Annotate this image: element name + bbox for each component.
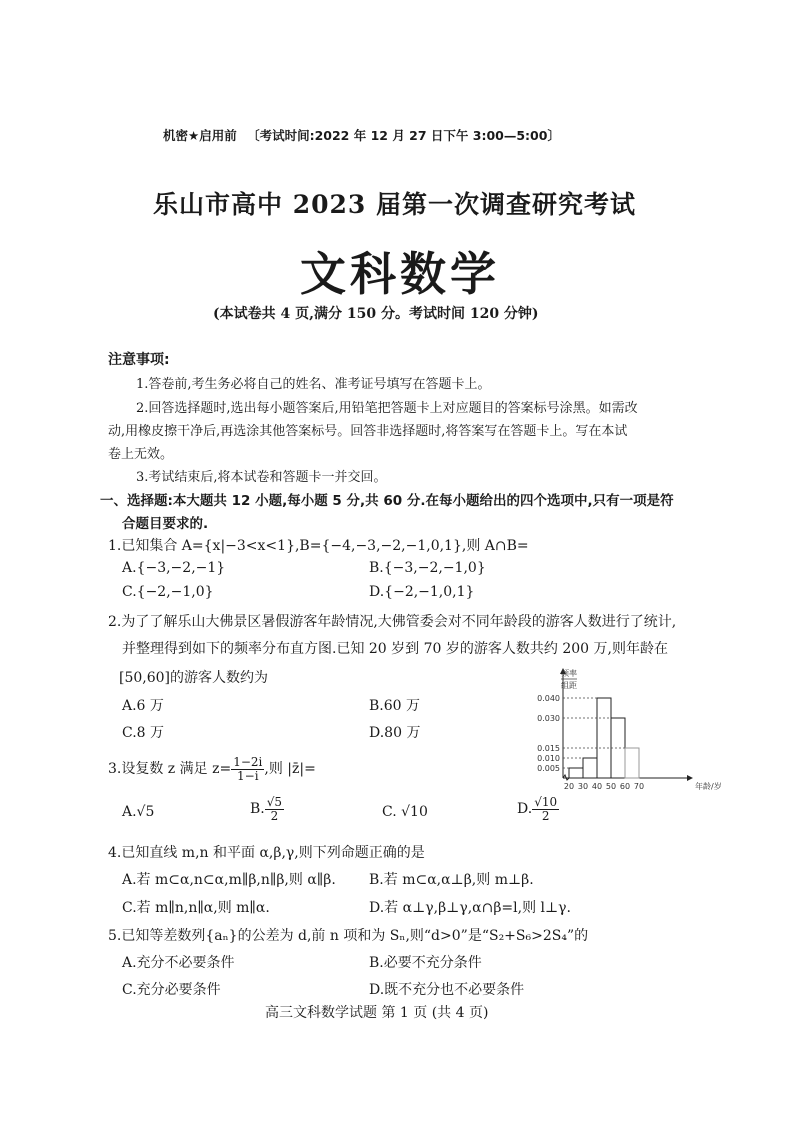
q3-option-b-label: B. (250, 801, 265, 818)
note-item-2-line-2: 动,用橡皮擦干净后,再选涂其他答案标号。回答非选择题时,将答案写在答题卡上。写在本试 (108, 424, 628, 439)
bar-[30,40) (583, 758, 597, 778)
q3-frac-num: 1−2i (233, 755, 263, 769)
q3-stem-pre: 3.设复数 z 满足 z= (108, 761, 232, 778)
y-tick-label: 0.040 (537, 694, 560, 703)
q3-option-c: C. √10 (382, 804, 428, 820)
note-item-1: 1.答卷前,考生务必将自己的姓名、准考证号填写在答题卡上。 (136, 377, 491, 392)
y-tick-label: 0.030 (537, 714, 560, 723)
q3-option-d (517, 796, 559, 822)
frequency-histogram (515, 668, 722, 798)
q2-option-c: C.8 万 (122, 725, 165, 741)
x-tick-label: 30 (577, 782, 589, 791)
q2-line-1: 2.为了了解乐山大佛景区暑假游客年龄情况,大佛管委会对不同年龄段的游客人数进行了统计, (108, 614, 677, 630)
q4-option-d: D.若 α⊥γ,β⊥γ,α∩β=l,则 l⊥γ. (369, 900, 571, 916)
note-item-2-line-1: 2.回答选择题时,选出每小题答案后,用铅笔把答题卡上对应题目的答案标号涂黑。如需改 (136, 401, 638, 416)
q3-frac-den: 1−i (237, 768, 259, 783)
y-tick-label: 0.010 (537, 754, 560, 763)
bar-[50,60) (611, 718, 625, 778)
q3-option-b-num: √5 (266, 795, 283, 809)
histogram-layer (537, 668, 722, 791)
q1-option-a: A.{−3,−2,−1} (122, 560, 226, 576)
q1-stem: 1.已知集合 A={x|−3<x<1},B={−4,−3,−2,−1,0,1},则 A∩B= (108, 538, 529, 554)
q3-fraction (231, 756, 264, 782)
q3-option-a: A.√5 (122, 804, 155, 820)
q5-option-d: D.既不充分也不必要条件 (369, 982, 525, 998)
q4-option-c: C.若 m∥n,n∥α,则 m∥α. (122, 900, 270, 916)
q3-option-d-num: √10 (534, 795, 558, 809)
bar-[60,70] (625, 748, 639, 778)
q5-option-b: B.必要不充分条件 (369, 955, 482, 971)
subject-title: 文科数学 (300, 247, 500, 301)
q3-option-b (250, 796, 284, 822)
y-axis-label-bottom: 组距 (561, 681, 577, 690)
q2-option-b: B.60 万 (369, 698, 421, 714)
y-tick-label: 0.005 (537, 764, 560, 773)
x-tick-label: 70 (633, 782, 645, 791)
x-tick-label: 40 (591, 782, 603, 791)
q3-option-b-den: 2 (270, 808, 279, 823)
x-tick-label: 50 (605, 782, 617, 791)
note-item-2-line-3: 卷上无效。 (108, 447, 174, 462)
q3-option-b-frac (265, 796, 284, 822)
q4-option-b: B.若 m⊂α,α⊥β,则 m⊥β. (369, 872, 534, 888)
confidential-label (163, 126, 560, 144)
q2-line-2: 并整理得到如下的频率分布直方图.已知 20 岁到 70 岁的游客人数共约 200 万,则年龄在 (122, 641, 668, 657)
q3-option-d-frac (532, 796, 559, 822)
bar-[40,50) (597, 698, 611, 778)
bar-[20,30) (569, 768, 583, 778)
q1-option-c: C.{−2,−1,0} (122, 584, 214, 600)
q5-option-a: A.充分不必要条件 (122, 955, 235, 971)
exam-subtitle: (本试卷共 4 页,满分 150 分。考试时间 120 分钟) (213, 306, 539, 322)
x-tick-label: 20 (563, 782, 575, 791)
q2-line-3: [50,60]的游客人数约为 (119, 670, 269, 686)
page-footer: 高三文科数学试题 第 1 页 (共 4 页) (265, 1005, 489, 1021)
notes-heading: 注意事项: (108, 352, 170, 368)
q1-option-d: D.{−2,−1,0,1} (369, 584, 475, 600)
q4-option-a: A.若 m⊂α,n⊂α,m∥β,n∥β,则 α∥β. (122, 872, 336, 888)
q3-stem-post: ,则 |z̄|= (264, 761, 316, 778)
section1-line-1: 一、选择题:本大题共 12 小题,每小题 5 分,共 60 分.在每小题给出的四个选项中,只有一项是符 (100, 493, 674, 509)
section1-line-2: 合题目要求的. (122, 516, 209, 532)
q5-stem: 5.已知等差数列{aₙ}的公差为 d,前 n 项和为 Sₙ,则“d>0”是“S₂+S₆>2S₄”的 (108, 928, 589, 944)
exam-title: 乐山市高中 2023 届第一次调查研究考试 (153, 190, 636, 219)
x-axis-label: 年龄/岁 (695, 782, 722, 791)
note-item-3: 3.考试结束后,将本试卷和答题卡一并交回。 (136, 470, 387, 485)
q1-option-b: B.{−3,−2,−1,0} (369, 560, 486, 576)
q3-stem (108, 756, 316, 782)
q3-option-d-label: D. (517, 801, 533, 818)
q2-option-a: A.6 万 (122, 698, 164, 714)
exam-time: 〔考试时间:2022 年 12 月 27 日下午 3:00—5:00〕 (247, 128, 560, 143)
y-tick-label: 0.015 (537, 744, 560, 753)
confidential-text: 机密★启用前 (163, 128, 237, 143)
q4-stem: 4.已知直线 m,n 和平面 α,β,γ,则下列命题正确的是 (108, 845, 425, 861)
q2-option-d: D.80 万 (369, 725, 421, 741)
x-tick-label: 60 (619, 782, 631, 791)
q5-option-c: C.充分必要条件 (122, 982, 221, 998)
y-axis-label-top: 频率 (561, 669, 577, 678)
q3-option-d-den: 2 (541, 808, 550, 823)
x-axis-arrow (687, 775, 693, 781)
